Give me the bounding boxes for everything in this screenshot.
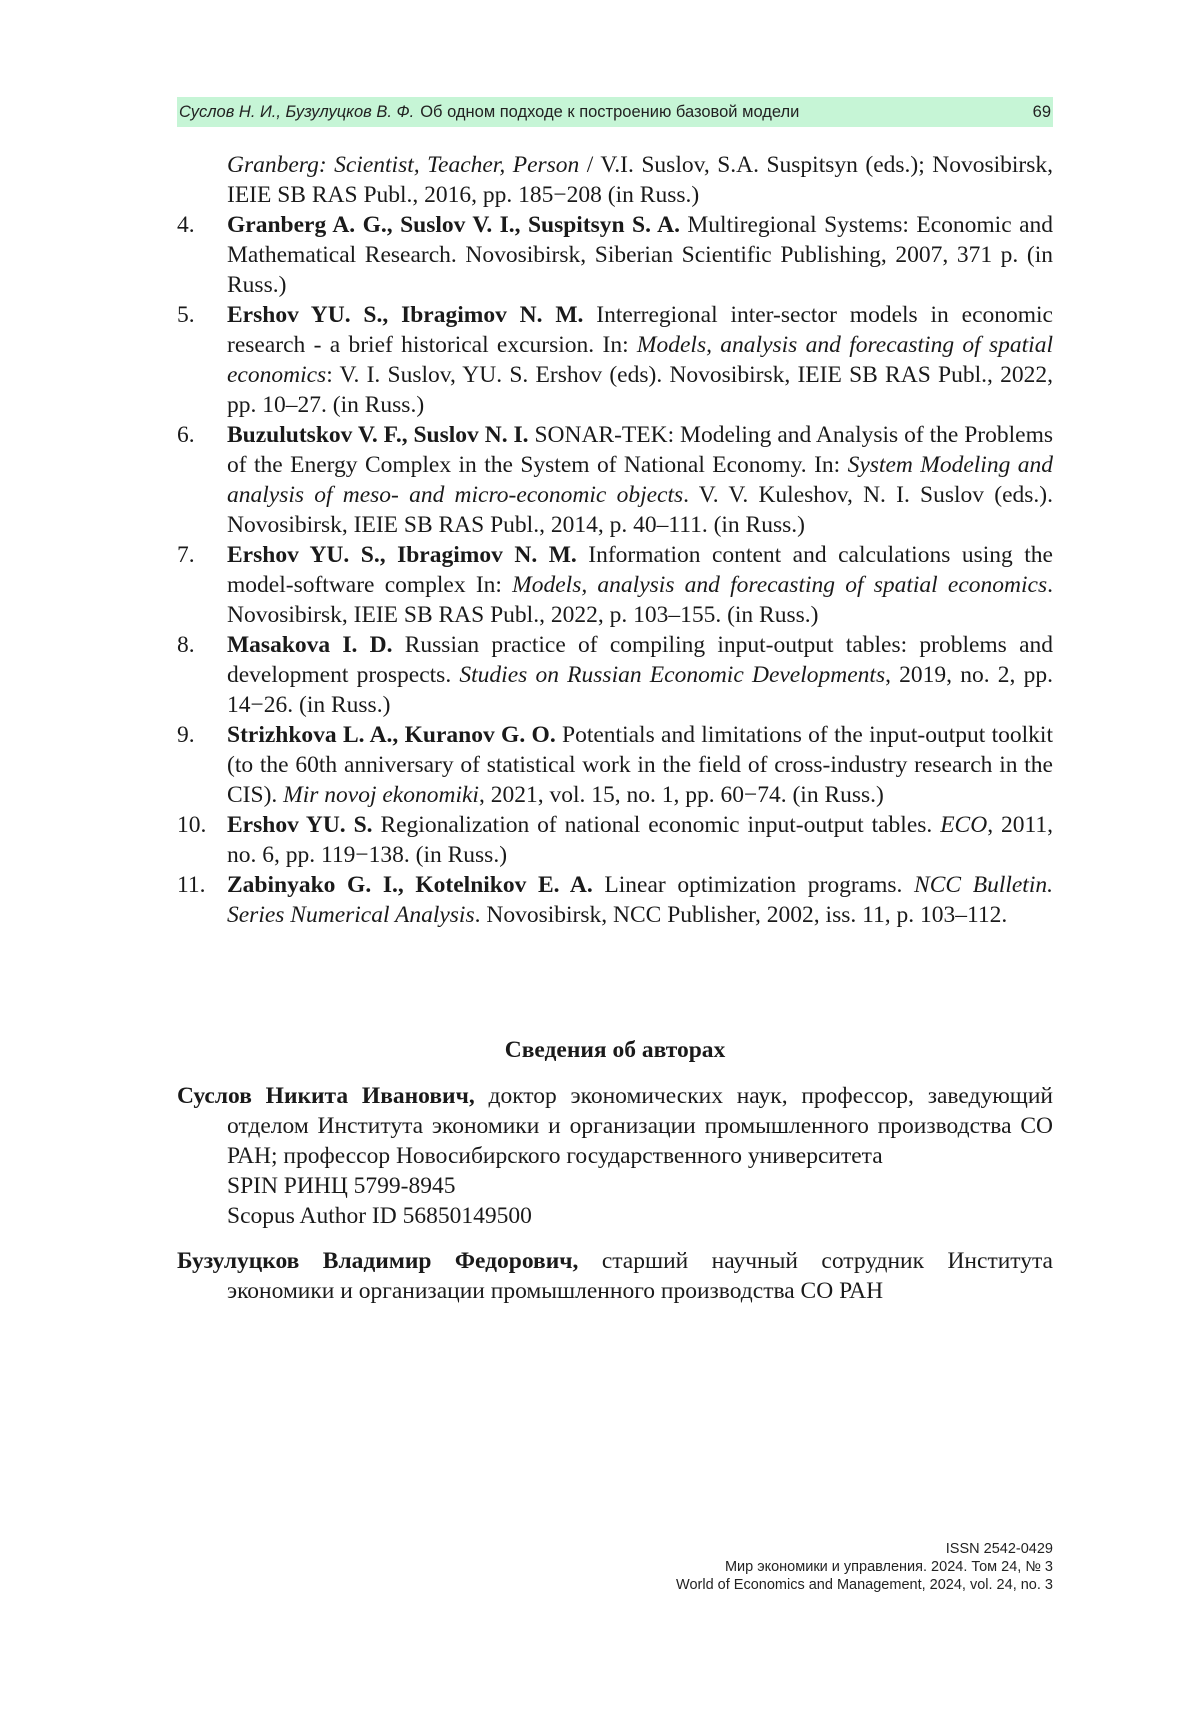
reference-title: Granberg: Scientist, Teacher, Person bbox=[227, 152, 580, 178]
reference-text: Potentials and limitations of the input-output toolkit (to the 60th anniversary of statistical work in the field of cross-industry research in the CIS). bbox=[227, 722, 1053, 808]
issn: ISSN 2542-0429 bbox=[945, 1541, 1053, 1557]
reference-item bbox=[177, 300, 1053, 420]
page-number: 69 bbox=[1032, 103, 1051, 121]
reference-text-tail: , 2011, no. 6, pp. 119−138. (in Russ.) bbox=[227, 812, 1053, 868]
reference-item bbox=[177, 810, 1053, 870]
reference-source: Studies on Russian Economic Developments bbox=[459, 662, 886, 688]
reference-text: Linear optimization programs. bbox=[592, 872, 915, 898]
reference-authors: Granberg A. G., Suslov V. I., Suspitsyn S. A. bbox=[227, 212, 680, 238]
reference-authors: Masakova I. D. bbox=[227, 632, 393, 658]
reference-item-3-continued bbox=[177, 150, 1053, 210]
reference-text-tail: . Novosibirsk, NCC Publisher, 2002, iss. 11, p. 103–112. bbox=[474, 902, 1008, 928]
reference-authors: Ershov YU. S. bbox=[227, 812, 373, 838]
journal-citation-en: World of Economics and Management, 2024, vol. 24, no. 3 bbox=[676, 1577, 1053, 1593]
reference-text-tail: : V. I. Suslov, YU. S. Ershov (eds). Novosibirsk, IEIE SB RAS Publ., 2022, pp. 10–27. (in Russ.) bbox=[227, 362, 1053, 418]
reference-item bbox=[177, 540, 1053, 630]
author-description: старший научный сотрудник Института экономики и организации промышленного производства СО РАН bbox=[227, 1248, 1053, 1304]
reference-source: System Modeling and analysis of meso- and micro-economic objects bbox=[227, 452, 1053, 508]
reference-list bbox=[177, 150, 1053, 930]
header-title: Об одном подходе к построению базовой модели bbox=[420, 103, 800, 121]
reference-text-tail: . Novosibirsk, IEIE SB RAS Publ., 2022, p. 103–155. (in Russ.) bbox=[227, 572, 1053, 628]
reference-text: Information content and calculations using the model-software complex In: bbox=[227, 542, 1053, 598]
reference-item bbox=[177, 720, 1053, 810]
reference-number: 8. bbox=[177, 632, 195, 658]
reference-text-tail: , 2019, no. 2, pp. 14−26. (in Russ.) bbox=[227, 662, 1054, 718]
reference-text: / V.I. Suslov, S.A. Suspitsyn (eds.); Novosibirsk, IEIE SB RAS Publ., 2016, pp. 185−208 (in Russ.) bbox=[227, 152, 1054, 208]
author-description: доктор экономических наук, профессор, заведующий отделом Института экономики и организации промышленного производства СО РАН; профессор Новосибирского государственного университета bbox=[227, 1083, 1053, 1169]
reference-item bbox=[177, 870, 1053, 930]
journal-citation-ru: Мир экономики и управления. 2024. Том 24, № 3 bbox=[724, 1559, 1053, 1575]
reference-number: 9. bbox=[177, 722, 195, 748]
reference-source: NCC Bulletin. Series Numerical Analysis bbox=[227, 872, 1053, 928]
reference-text: Interregional inter-sector models in economic research - a brief historical excursion. In: bbox=[227, 302, 1053, 358]
author-name: Суслов Никита Иванович, bbox=[177, 1083, 475, 1109]
reference-authors: Ershov YU. S., Ibragimov N. M. bbox=[227, 302, 584, 328]
header-authors: Суслов Н. И., Бузулуцков В. Ф. bbox=[179, 103, 415, 121]
author-spin: SPIN РИНЦ 5799-8945 bbox=[227, 1173, 456, 1199]
author-name: Бузулуцков Владимир Федорович, bbox=[177, 1248, 579, 1274]
reference-text-tail: . V. V. Kuleshov, N. I. Suslov (eds.). Novosibirsk, IEIE SB RAS Publ., 2014, p. 40–111. (in Russ.) bbox=[227, 482, 1053, 538]
reference-text: Russian practice of compiling input-output tables: problems and development prospects. bbox=[227, 632, 1054, 688]
reference-text-tail: , 2021, vol. 15, no. 1, pp. 60−74. (in Russ.) bbox=[478, 782, 884, 808]
reference-authors: Zabinyako G. I., Kotelnikov E. A. bbox=[227, 872, 593, 898]
reference-item bbox=[177, 210, 1053, 300]
reference-authors: Strizhkova L. A., Kuranov G. O. bbox=[227, 722, 556, 748]
reference-source: Mir novoj ekonomiki bbox=[283, 782, 479, 808]
reference-number: 10. bbox=[177, 812, 207, 838]
running-header bbox=[177, 97, 1053, 127]
about-authors-heading: Сведения об авторах bbox=[504, 1037, 726, 1063]
author-scopus-id: Scopus Author ID 56850149500 bbox=[227, 1203, 532, 1229]
reference-authors: Buzulutskov V. F., Suslov N. I. bbox=[227, 422, 529, 448]
reference-source: Models, analysis and forecasting of spatial economics bbox=[512, 572, 1048, 598]
reference-number: 5. bbox=[177, 302, 195, 328]
author-info bbox=[177, 1081, 1053, 1231]
reference-source: Models, analysis and forecasting of spatial economics bbox=[227, 332, 1053, 388]
reference-item bbox=[177, 630, 1053, 720]
reference-text: Regionalization of national economic input-output tables. bbox=[372, 812, 941, 838]
reference-text: Multiregional Systems: Economic and Mathematical Research. Novosibirsk, Siberian Scientific Publishing, 2007, 371 p. (in Russ.) bbox=[227, 212, 1054, 298]
reference-number: 7. bbox=[177, 542, 195, 568]
reference-item bbox=[177, 420, 1053, 540]
journal-footer bbox=[676, 1540, 1053, 1594]
reference-number: 6. bbox=[177, 422, 195, 448]
reference-number: 4. bbox=[177, 212, 195, 238]
reference-text: SONAR-TEK: Modeling and Analysis of the Problems of the Energy Complex in the System of National Economy. In: bbox=[227, 422, 1053, 478]
reference-source: ECO bbox=[940, 812, 988, 838]
reference-number: 11. bbox=[177, 872, 206, 898]
reference-authors: Ershov YU. S., Ibragimov N. M. bbox=[227, 542, 577, 568]
author-info bbox=[177, 1246, 1053, 1306]
